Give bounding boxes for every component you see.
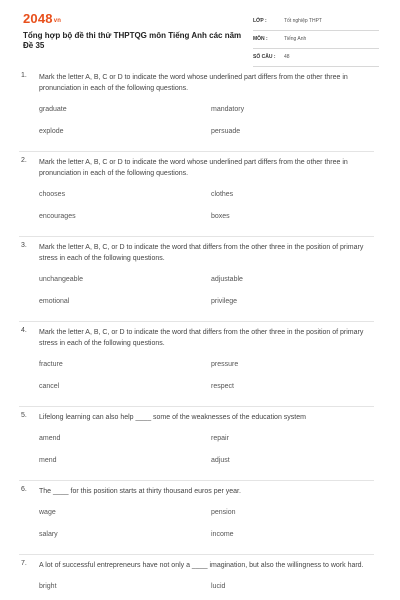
option-a[interactable]: amend xyxy=(39,435,61,442)
option-c[interactable]: explode xyxy=(39,128,64,135)
option-a[interactable]: fracture xyxy=(39,361,63,368)
document-title xyxy=(23,31,243,51)
option-b[interactable]: repair xyxy=(211,435,229,442)
meta-row-subject xyxy=(253,32,379,49)
meta-row-count xyxy=(253,50,379,67)
question-4 xyxy=(0,327,400,405)
meta-value: Tiếng Anh xyxy=(284,36,307,42)
meta-row-class xyxy=(253,14,379,31)
option-a[interactable]: chooses xyxy=(39,191,66,198)
answer-options xyxy=(39,276,339,320)
meta-key: SỐ CÂU : xyxy=(253,54,276,60)
option-b[interactable]: pension xyxy=(211,509,236,516)
option-c[interactable]: encourages xyxy=(39,213,76,220)
question-text: The ____ for this position starts at thirty thousand euros per year. xyxy=(39,488,241,495)
question-number: 1. xyxy=(21,72,27,79)
option-d[interactable]: adjust xyxy=(211,457,230,464)
answer-options xyxy=(39,509,339,553)
option-b[interactable]: lucid xyxy=(211,583,226,590)
answer-options xyxy=(39,191,339,235)
logo-suffix: vn xyxy=(53,18,62,24)
question-divider xyxy=(19,151,374,152)
question-divider xyxy=(19,321,374,322)
question-divider xyxy=(19,480,374,481)
document-header xyxy=(0,0,400,66)
question-7 xyxy=(0,560,400,600)
question-number: 5. xyxy=(21,412,27,419)
question-number: 6. xyxy=(21,486,27,493)
question-text: A lot of successful entrepreneurs have not only a ____ imagination, but also the willingness to work hard. xyxy=(39,562,364,569)
question-number: 4. xyxy=(21,327,27,334)
question-1 xyxy=(0,72,400,150)
question-number: 2. xyxy=(21,157,27,164)
question-2 xyxy=(0,157,400,235)
option-c[interactable]: emotional xyxy=(39,298,70,305)
meta-value: Tốt nghiệp THPT xyxy=(284,18,322,24)
option-b[interactable]: mandatory xyxy=(211,106,245,113)
question-text: Mark the letter A, B, C or D to indicate the word whose underlined part differs from the other three in pronunciation in each of the following questions. xyxy=(39,74,348,92)
question-divider xyxy=(19,406,374,407)
option-a[interactable]: bright xyxy=(39,583,57,590)
option-d[interactable]: respect xyxy=(211,383,234,390)
title-line-2: Đề 35 xyxy=(23,41,45,50)
question-text: Lifelong learning can also help ____ some of the weaknesses of the education system xyxy=(39,414,306,421)
option-d[interactable]: boxes xyxy=(211,213,230,220)
question-5 xyxy=(0,412,400,479)
question-divider xyxy=(19,554,374,555)
question-list xyxy=(0,72,400,600)
answer-options xyxy=(39,361,339,405)
option-a[interactable]: wage xyxy=(39,509,56,516)
question-6 xyxy=(0,486,400,553)
option-c[interactable]: cancel xyxy=(39,383,60,390)
option-b[interactable]: clothes xyxy=(211,191,234,198)
site-logo[interactable] xyxy=(23,11,61,26)
question-text: Mark the letter A, B, C or D to indicate the word whose underlined part differs from the other three in pronunciation in each of the following questions. xyxy=(39,159,348,177)
question-text: Mark the letter A, B, C, or D to indicate the word that differs from the other three in the position of primary stress in each of the following questions. xyxy=(39,244,364,262)
option-c[interactable]: salary xyxy=(39,531,58,538)
option-a[interactable]: unchangeable xyxy=(39,276,83,283)
question-number: 7. xyxy=(21,560,27,567)
option-b[interactable]: pressure xyxy=(211,361,239,368)
meta-key: MÔN : xyxy=(253,36,268,42)
question-divider xyxy=(19,236,374,237)
title-line-1: Tổng hợp bộ đề thi thử THPTQG môn Tiếng Anh các năm xyxy=(23,31,242,40)
meta-key: LỚP : xyxy=(253,18,267,24)
option-b[interactable]: adjustable xyxy=(211,276,243,283)
question-number: 3. xyxy=(21,242,27,249)
option-d[interactable]: persuade xyxy=(211,128,241,135)
question-3 xyxy=(0,242,400,320)
document-meta xyxy=(253,14,379,68)
answer-options xyxy=(39,583,339,600)
question-text: Mark the letter A, B, C, or D to indicate the word that differs from the other three in the position of primary stress in each of the following questions. xyxy=(39,329,364,347)
option-a[interactable]: graduate xyxy=(39,106,67,113)
option-d[interactable]: privilege xyxy=(211,298,238,305)
answer-options xyxy=(39,435,339,479)
meta-value: 48 xyxy=(284,54,290,60)
answer-options xyxy=(39,106,339,150)
logo-text: 2048 xyxy=(23,11,53,26)
option-d[interactable]: income xyxy=(211,531,234,538)
option-c[interactable]: mend xyxy=(39,457,57,464)
